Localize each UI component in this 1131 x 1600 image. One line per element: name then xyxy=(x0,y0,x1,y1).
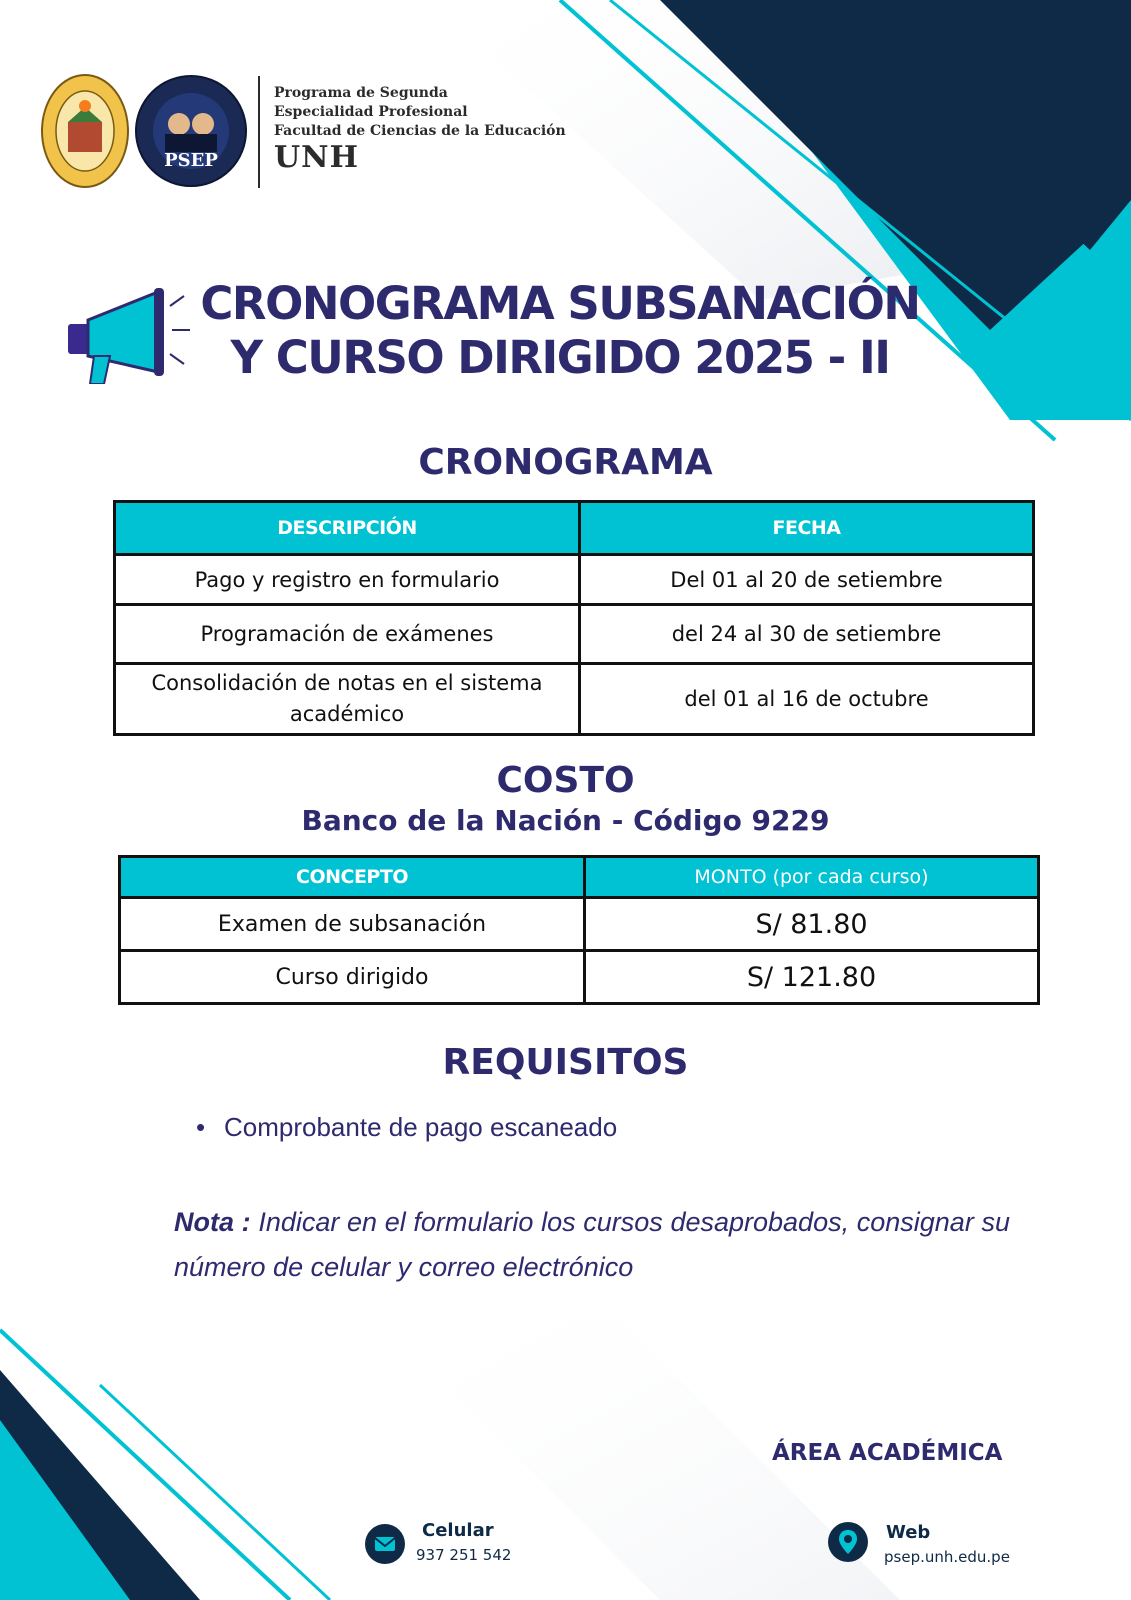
cost-table xyxy=(118,855,1040,1005)
table-row xyxy=(120,951,1039,1004)
column-header: FECHA xyxy=(580,502,1034,555)
header-line: Facultad de Ciencias de la Educación xyxy=(274,123,566,139)
mail-icon xyxy=(365,1524,405,1564)
list-item-text: Comprobante de pago escaneado xyxy=(224,1112,618,1142)
area-label: ÁREA ACADÉMICA xyxy=(772,1440,1003,1466)
table-row xyxy=(115,664,1034,735)
table-cell-descripcion: Programación de exámenes xyxy=(115,605,580,664)
schedule-table xyxy=(113,500,1035,736)
header-line: Programa de Segunda xyxy=(274,85,448,101)
header-acronym: UNH xyxy=(274,140,359,175)
table-cell-concepto: Curso dirigido xyxy=(120,951,585,1004)
schedule-heading: CRONOGRAMA xyxy=(418,442,713,483)
universidad-logo xyxy=(40,72,130,190)
svg-text:PSEP: PSEP xyxy=(164,150,218,171)
phone-value[interactable]: 937 251 542 xyxy=(416,1546,512,1564)
note-paragraph xyxy=(174,1200,1010,1290)
megaphone-icon xyxy=(66,284,196,384)
note-label: Nota : xyxy=(174,1207,251,1237)
table-cell-descripcion: Pago y registro en formulario xyxy=(115,555,580,605)
header-text xyxy=(274,84,566,175)
table-cell-fecha: del 24 al 30 de setiembre xyxy=(580,605,1034,664)
header-line: Especialidad Profesional xyxy=(274,104,468,120)
column-header: CONCEPTO xyxy=(120,857,585,898)
phone-label: Celular xyxy=(422,1520,494,1541)
cost-subheading: Banco de la Nación - Código 9229 xyxy=(301,804,830,837)
bullet-icon: • xyxy=(196,1112,206,1142)
list-item xyxy=(196,1112,617,1143)
table-cell-fecha: del 01 al 16 de octubre xyxy=(580,664,1034,735)
web-label: Web xyxy=(886,1522,931,1543)
web-link[interactable]: psep.unh.edu.pe xyxy=(884,1548,1010,1566)
table-cell-monto: S/ 121.80 xyxy=(585,951,1039,1004)
table-cell-monto: S/ 81.80 xyxy=(585,898,1039,951)
requirements-heading: REQUISITOS xyxy=(442,1042,689,1083)
table-row xyxy=(115,555,1034,605)
column-header: DESCRIPCIÓN xyxy=(115,502,580,555)
table-cell-descripcion: Consolidación de notas en el sistema académico xyxy=(115,664,580,735)
location-pin-icon xyxy=(828,1522,868,1562)
header-divider xyxy=(258,76,260,188)
table-header-row xyxy=(115,502,1034,555)
table-row xyxy=(115,605,1034,664)
table-cell-concepto: Examen de subsanación xyxy=(120,898,585,951)
psep-logo xyxy=(135,74,247,188)
table-row xyxy=(120,898,1039,951)
requirements-list xyxy=(196,1112,617,1143)
page-title xyxy=(200,277,920,385)
cost-heading: COSTO xyxy=(496,760,635,801)
table-header-row xyxy=(120,857,1039,898)
table-cell-fecha: Del 01 al 20 de setiembre xyxy=(580,555,1034,605)
title-line-1: CRONOGRAMA SUBSANACIÓN xyxy=(200,277,920,330)
note-text: Indicar en el formulario los cursos desaprobados, consignar su número de celular y correo electrónico xyxy=(174,1207,1010,1282)
column-header: MONTO (por cada curso) xyxy=(585,857,1039,898)
title-line-2: Y CURSO DIRIGIDO 2025 - II xyxy=(230,331,890,384)
